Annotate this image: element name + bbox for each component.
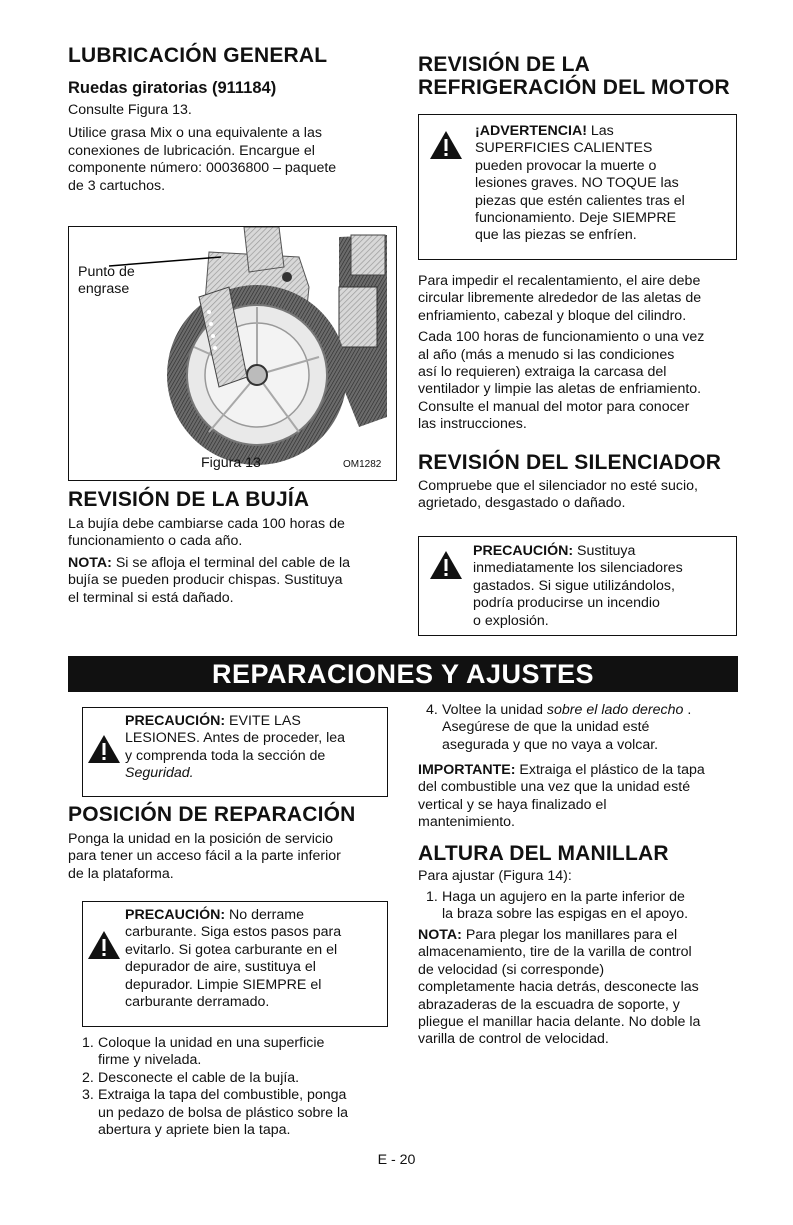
warning-silenciador-text: PRECAUCIÓN: Sustituya inmediatamente los silenciadores gastados. Si sigue utilizándolos, podría producirse un incendio o explosión. [473,543,683,629]
lubricacion-title: LUBRICACIÓN GENERAL [68,44,328,67]
bujia-text: La bujía debe cambiarse cada 100 horas de funcionamiento o cada año. NOTA: Si se afloja el terminal del cable de la bujía se pueden producir chispas. Sustituya el terminal si está dañado. [68,516,351,606]
list-item: 1. Coloque la unidad en una superficie firme y nivelada. [82,1035,325,1069]
refrigeracion-text: Para impedir el recalentamiento, el aire debe circular libremente alrededor de las aletas de enfriamiento, cabezal y bloque del cilindro. Cada 100 horas de funcionamiento o una vez al año (más a menudo si las condiciones así lo requieren) extraiga la carcasa del ventilador y limpie las aletas de enfriamiento. Consulte el manual del motor para conocer las instrucciones. [418,273,705,433]
posicion-title: POSICIÓN DE REPARACIÓN [68,803,356,826]
list-item: 1. Haga un agujero en la parte inferior de la braza sobre las espigas en el apoyo. [426,889,689,923]
warning-hot-text: ¡ADVERTENCIA! Las SUPERFICIES CALIENTES pueden provocar la muerte o lesiones graves. NO TOQUE las piezas que estén calientes tras el funcionamiento. Deje SIEMPRE que las piezas se enfríen. [475,123,685,244]
warning-box-carburante [82,901,388,1027]
figure-13 [68,226,397,481]
altura-step [412,889,752,924]
list-item: 2. Desconecte el cable de la bujía. [82,1069,300,1086]
altura-nota: NOTA: Para plegar los manillares para el almacenamiento, tire de la varilla de control de velocidad (si corresponde) completamente hacia detrás, desconecte las abrazaderas de la escuadra de soporte, y pliegue el manillar hacia delante. No doble la varilla de control de velocidad. [418,927,701,1048]
step-4 [412,702,752,754]
warning-lesiones-text: PRECAUCIÓN: EVITE LAS LESIONES. Antes de proceder, lea y comprenda toda la sección de Seguridad. [125,713,346,782]
warning-triangle-icon [87,930,121,960]
warning-triangle-icon [87,734,121,764]
importante-text: IMPORTANTE: Extraiga el plástico de la tapa del combustible una vez que la unidad esté vertical y se haya finalizado el mantenimiento. [418,762,705,831]
warning-box-lesiones [82,707,388,797]
warning-box-silenciador [418,536,737,636]
figure-label: Punto de engrase [78,264,135,298]
list-item: 3. Extraiga la tapa del combustible, ponga un pedazo de bolsa de plástico sobre la abertura y apriete bien la tapa. [82,1087,349,1139]
posicion-text: Ponga la unidad en la posición de servicio para tener un acceso fácil a la parte inferior de la plataforma. [68,831,341,882]
list-item: 4. Voltee la unidad sobre el lado derecho . Asegúrese de que la unidad esté asegurada y que no vaya a volcar. [426,702,692,753]
figure-caption: Figura 13 [201,455,261,471]
altura-title: ALTURA DEL MANILLAR [418,842,669,865]
section-banner: REPARACIONES Y AJUSTES [68,656,738,692]
page-number: E - 20 [377,1152,416,1168]
warning-triangle-icon [429,550,463,580]
steps-list [68,1035,408,1139]
refrigeracion-title: REVISIÓN DE LA REFRIGERACIÓN DEL MOTOR [418,53,730,99]
warning-box-hot-surfaces [418,114,737,260]
ruedas-text: Consulte Figura 13. Utilice grasa Mix o una equivalente a las conexiones de lubricación. Encargue el componente número: 00036800 – paquete de 3 cartuchos. [68,102,337,194]
silenciador-title: REVISIÓN DEL SILENCIADOR [418,451,722,474]
figure-code: OM1282 [343,459,382,470]
warning-carburante-text: PRECAUCIÓN: No derrame carburante. Siga estos pasos para evitarlo. Si gotea carburante en el depurador de aire, sustituya el depurador. Limpie SIEMPRE el carburante derramado. [125,907,342,1011]
bujia-title: REVISIÓN DE LA BUJÍA [68,488,310,511]
warning-triangle-icon [429,130,463,160]
silenciador-text: Compruebe que el silenciador no esté sucio, agrietado, desgastado o dañado. [418,478,698,512]
ruedas-title: Ruedas giratorias (911184) [68,79,277,97]
altura-text: Para ajustar (Figura 14): [418,868,572,884]
